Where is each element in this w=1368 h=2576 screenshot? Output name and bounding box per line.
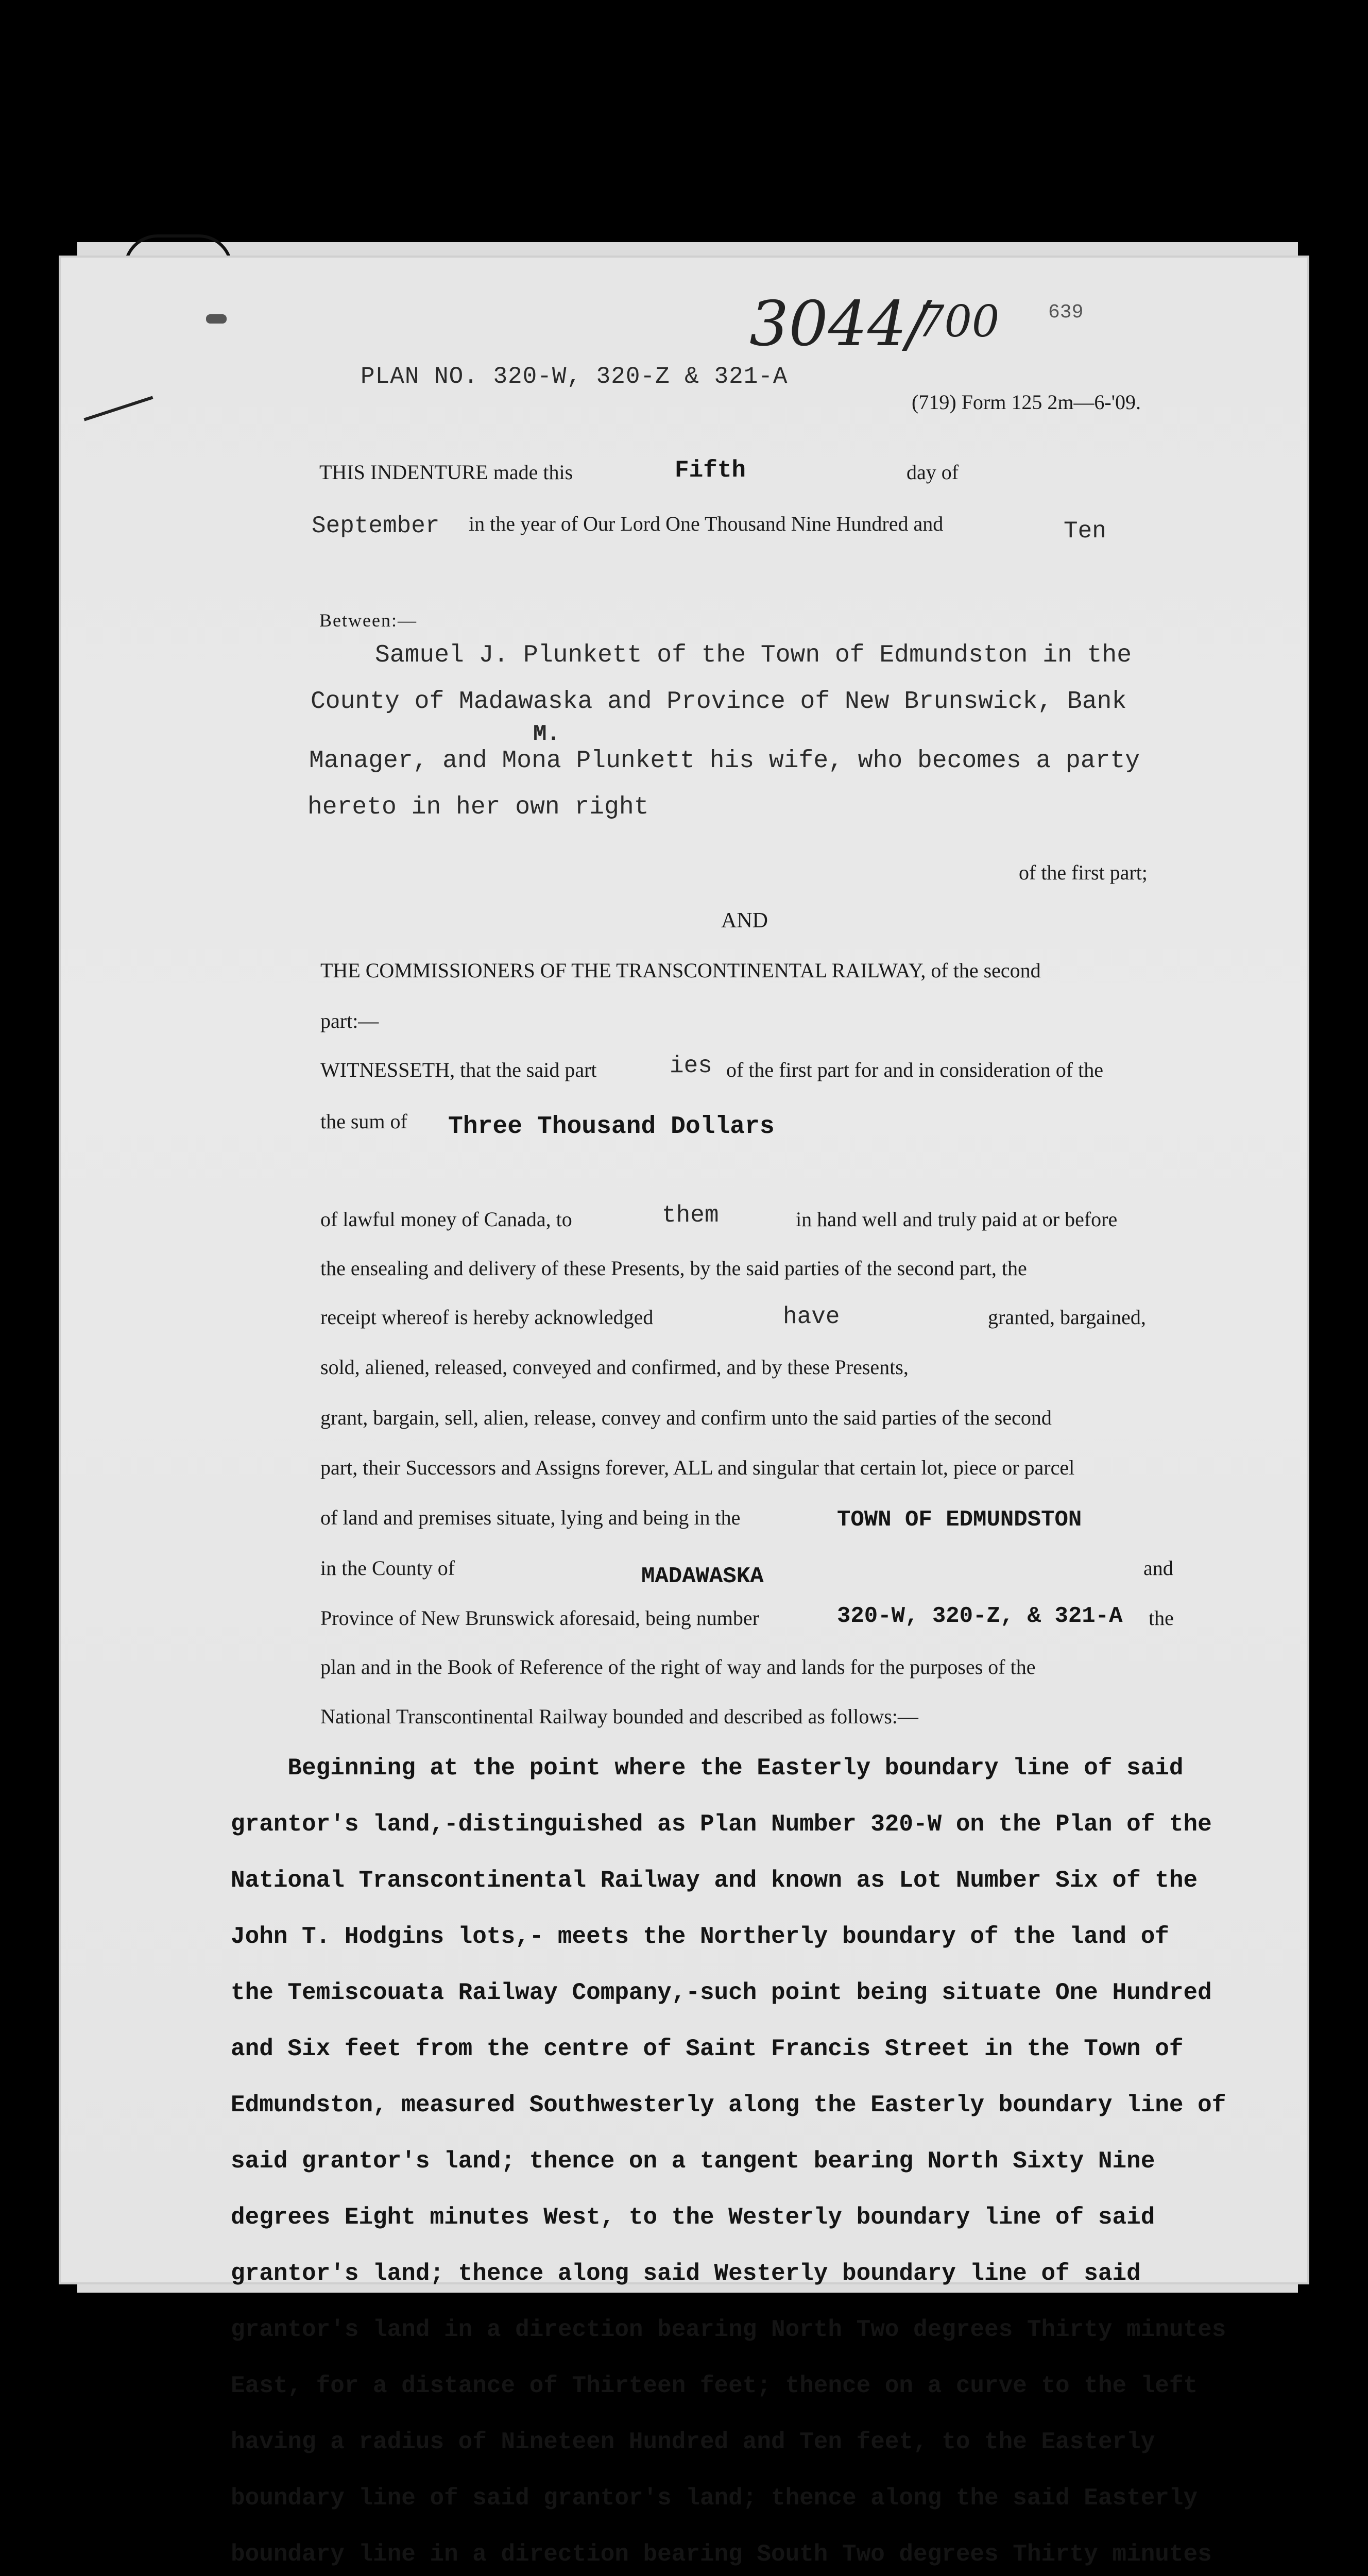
plan-number: PLAN NO. 320-W, 320-Z & 321-A	[361, 363, 788, 390]
first-party-line-1: Samuel J. Plunkett of the Town of Edmundston in the	[375, 641, 1132, 669]
money-suffix: in hand well and truly paid at or before	[796, 1208, 1118, 1231]
description-line: having a radius of Nineteen Hundred and Ten feet, to the Easterly	[231, 2428, 1155, 2455]
corner-mark: 639	[1048, 301, 1084, 324]
indenture-day-of: day of	[907, 461, 959, 484]
county-name: MADAWASKA	[641, 1564, 764, 1589]
lot-numbers: 320-W, 320-Z, & 321-A	[837, 1603, 1123, 1629]
province-suffix: the	[1149, 1606, 1174, 1630]
first-part-label: of the first part;	[1019, 861, 1148, 884]
form-number: (719) Form 125 2m—6-'09.	[912, 391, 1141, 414]
first-party-line-2: County of Madawaska and Province of New Brunswick, Bank	[311, 688, 1127, 716]
description-line: grantor's land,-distinguished as Plan Number 320-W on the Plan of the	[231, 1810, 1212, 1838]
sum-amount: Three Thousand Dollars	[448, 1113, 775, 1141]
land-prefix: of land and premises situate, lying and being in the	[320, 1506, 741, 1529]
indenture-year-text: in the year of Our Lord One Thousand Nine Hundred and	[469, 512, 944, 535]
middle-initial: M.	[533, 721, 560, 747]
province-prefix: Province of New Brunswick aforesaid, being number	[320, 1606, 759, 1630]
witnesseth-fill: ies	[670, 1053, 712, 1079]
corner-smudge	[206, 314, 227, 324]
plan-line: plan and in the Book of Reference of the right of way and lands for the purposes of the	[320, 1655, 1036, 1679]
description-line: grantor's land in a direction bearing North Two degrees Thirty minutes	[231, 2316, 1226, 2343]
witnesseth-suffix: of the first part for and in consideration of the	[726, 1058, 1103, 1081]
money-fill: them	[662, 1202, 719, 1229]
national-line: National Transcontinental Railway bounded and described as follows:—	[320, 1705, 918, 1728]
second-party-cont: part:—	[320, 1009, 379, 1032]
description-line: grantor's land; thence along said Westerly boundary line of said	[231, 2260, 1141, 2287]
grant-line: grant, bargain, sell, alien, release, convey and confirm unto the said parties of the second	[320, 1406, 1052, 1429]
receipt-fill: have	[783, 1303, 840, 1330]
first-party-line-4: hereto in her own right	[307, 793, 649, 821]
sold-line: sold, aliened, released, conveyed and confirmed, and by these Presents,	[320, 1355, 909, 1379]
description-line: National Transcontinental Railway and known as Lot Number Six of the	[231, 1867, 1198, 1894]
description-line: said grantor's land; thence on a tangent bearing North Sixty Nine	[231, 2147, 1155, 2175]
description-line: degrees Eight minutes West, to the Westerly boundary line of said	[231, 2204, 1155, 2231]
property-description	[231, 1726, 1297, 2576]
indenture-prefix: THIS INDENTURE made this	[319, 461, 573, 484]
county-suffix: and	[1143, 1556, 1173, 1580]
description-line: boundary line in a direction bearing South Two degrees Thirty minutes	[231, 2540, 1212, 2568]
file-number: 3044/	[749, 289, 928, 360]
part-line: part, their Successors and Assigns forever, ALL and singular that certain lot, piece or parcel	[320, 1456, 1075, 1479]
town-name: TOWN OF EDMUNDSTON	[837, 1507, 1082, 1533]
sum-prefix: the sum of	[320, 1110, 407, 1133]
money-prefix: of lawful money of Canada, to	[320, 1208, 572, 1231]
between-label: Between:—	[319, 610, 417, 631]
description-line: boundary line of said grantor's land; thence along the said Easterly	[231, 2484, 1198, 2512]
indenture-day: Fifth	[675, 457, 746, 484]
first-party-line-3: Manager, and Mona Plunkett his wife, who becomes a party	[309, 747, 1140, 775]
indenture-year-word: Ten	[1064, 518, 1106, 545]
description-line: and Six feet from the centre of Saint Francis Street in the Town of	[231, 2035, 1184, 2062]
indenture-month: September	[312, 513, 440, 539]
description-line: John T. Hodgins lots,- meets the Northerly boundary of the land of	[231, 1923, 1169, 1950]
description-line: the Temiscouata Railway Company,-such point being situate One Hundred	[231, 1979, 1212, 2006]
and-label: AND	[721, 909, 768, 933]
ensealing-line: the ensealing and delivery of these Presents, by the said parties of the second part, the	[320, 1257, 1027, 1280]
description-line: East, for a distance of Thirteen feet; thence on a curve to the left	[231, 2372, 1198, 2399]
file-annotation: 700	[917, 296, 1000, 347]
description-line: Edmundston, measured Southwesterly along the Easterly boundary line of	[231, 2091, 1226, 2119]
county-prefix: in the County of	[320, 1556, 455, 1580]
description-line: Beginning at the point where the Easterly boundary line of said	[231, 1754, 1184, 1782]
second-party-line: THE COMMISSIONERS OF THE TRANSCONTINENTAL RAILWAY, of the second	[320, 959, 1041, 982]
receipt-prefix: receipt whereof is hereby acknowledged	[320, 1306, 654, 1329]
witnesseth-prefix: WITNESSETH, that the said part	[320, 1058, 597, 1081]
receipt-suffix: granted, bargained,	[988, 1306, 1146, 1329]
